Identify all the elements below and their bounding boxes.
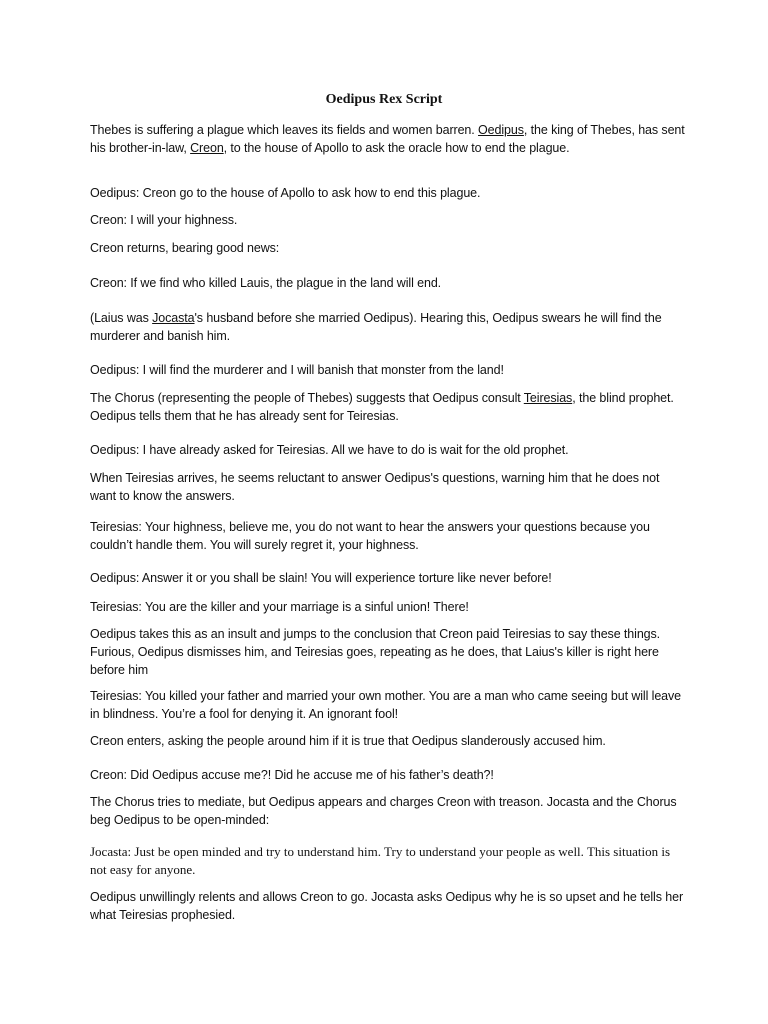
text: , to the house of Apollo to ask the oracle how to end the plague. (223, 141, 570, 155)
paragraph-18: The Chorus tries to mediate, but Oedipus appears and charges Creon with treason. Jocasta and the Chorus beg Oedipus to be open-minded: (90, 795, 677, 827)
paragraph-8 (90, 389, 688, 425)
text: , the blind prophet. Oedipus tells them that he has already sent for Teiresias. (90, 391, 674, 423)
paragraph-20: Oedipus unwillingly relents and allows Creon to go. Jocasta asks Oedipus why he is so upset and he tells her what Teiresias prophesied. (90, 890, 684, 922)
paragraph-14: Oedipus takes this as an insult and jumps to the conclusion that Creon paid Teiresias to say these things. Furious, Oedipus dismisses him, and Teiresias goes, repeating as he does, that Laius's killer is right here before him (90, 627, 661, 677)
text: Thebes is suffering a plague which leaves its fields and women barren. (90, 123, 479, 137)
link-jocasta[interactable]: Jocasta (152, 311, 195, 325)
paragraph-6 (90, 309, 688, 345)
paragraph-2: Oedipus: Creon go to the house of Apollo to ask how to end this plague. (90, 186, 481, 200)
paragraph-13: Teiresias: You are the killer and your marriage is a sinful union! There! (90, 600, 469, 614)
text: 's husband before she married Oedipus). Hearing this, Oedipus swears he will find the murderer and banish him. (90, 311, 662, 343)
paragraph-11: Teiresias: Your highness, believe me, you do not want to hear the answers your questions because you couldn’t handle them. You will surely regret it, your highness. (90, 520, 650, 552)
text: (Laius was (90, 311, 153, 325)
paragraph-3: Creon: I will your highness. (90, 213, 238, 227)
paragraph-7: Oedipus: I will find the murderer and I will banish that monster from the land! (90, 363, 504, 377)
text: The Chorus (representing the people of Thebes) suggests that Oedipus consult (90, 391, 524, 405)
paragraph-5: Creon: If we find who killed Lauis, the plague in the land will end. (90, 276, 442, 290)
paragraph-10: When Teiresias arrives, he seems reluctant to answer Oedipus's questions, warning him that he does not want to know the answers. (90, 471, 660, 503)
paragraph-17: Creon: Did Oedipus accuse me?! Did he accuse me of his father’s death?! (90, 768, 494, 782)
link-teiresias[interactable]: Teiresias (523, 391, 573, 405)
paragraph-9: Oedipus: I have already asked for Teiresias. All we have to do is wait for the old prophet. (90, 443, 569, 457)
document-title: Oedipus Rex Script (325, 92, 443, 107)
paragraph-19: Jocasta: Just be open minded and try to understand him. Try to understand your people as well. This situation is not easy for anyone. (90, 844, 670, 877)
paragraph-16: Creon enters, asking the people around him if it is true that Oedipus slanderously accused him. (90, 734, 606, 748)
paragraph-15: Teiresias: You killed your father and married your own mother. You are a man who came seeing but will leave in blindness. You’re a fool for denying it. An ignorant fool! (90, 689, 682, 721)
link-creon[interactable]: Creon (190, 141, 224, 155)
text: , the king of Thebes, has sent his brother-in-law, (90, 123, 685, 155)
paragraph-12: Oedipus: Answer it or you shall be slain! You will experience torture like never before! (90, 571, 552, 585)
paragraph-intro (90, 121, 688, 157)
paragraph-4: Creon returns, bearing good news: (90, 241, 280, 255)
link-oedipus[interactable]: Oedipus (478, 123, 524, 137)
